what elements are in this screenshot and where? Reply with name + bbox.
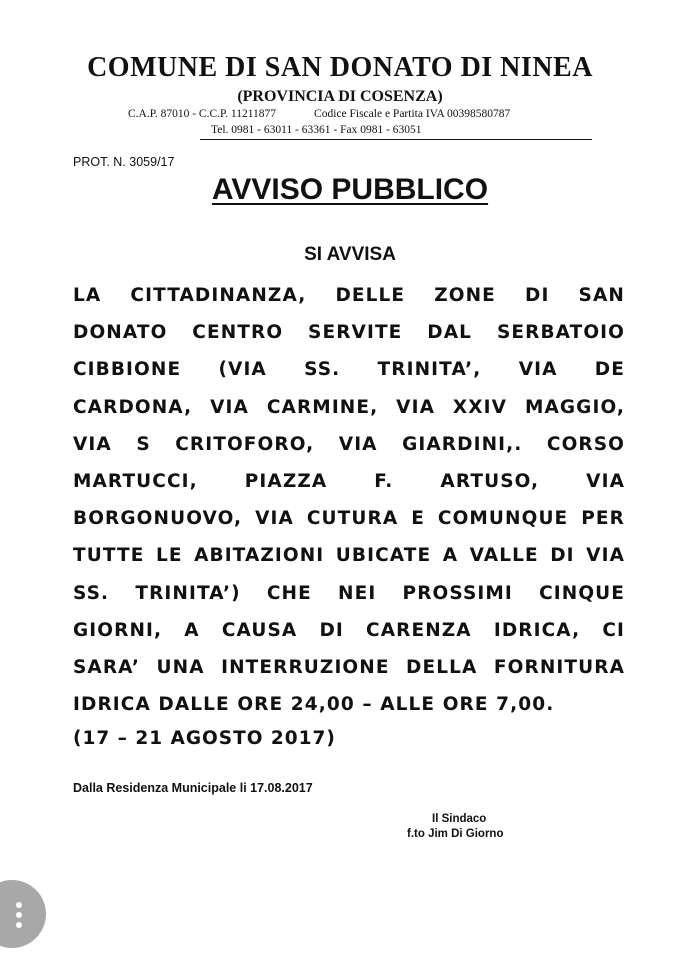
- body-line: TUTTE LE ABITAZIONI UBICATE A VALLE DI VIA: [73, 545, 625, 567]
- interruption-dates: (17 – 21 AGOSTO 2017): [73, 728, 336, 749]
- body-line: SARA’ UNA INTERRUZIONE DELLA FORNITURA: [73, 657, 625, 679]
- notice-heading: AVVISO PUBBLICO: [211, 173, 489, 206]
- fiscal-code-text: Codice Fiscale e Partita IVA 00398580787: [314, 108, 511, 120]
- body-line: BORGONUOVO, VIA CUTURA E COMUNQUE PER: [73, 508, 625, 530]
- province-subtitle: (PROVINCIA DI COSENZA): [237, 88, 443, 105]
- contacts-line: Tel. 0981 - 63011 - 63361 - Fax 0981 - 63051: [211, 124, 422, 136]
- signatory-name: f.to Jim Di Giorno: [407, 828, 504, 840]
- municipality-title: COMUNE DI SAN DONATO DI NINEA: [87, 52, 593, 83]
- body-line: CIBBIONE (VIA SS. TRINITA’, VIA DE: [73, 359, 625, 381]
- body-line: VIA S CRITOFORO, VIA GIARDINI,. CORSO: [73, 433, 625, 455]
- signatory-role: Il Sindaco: [432, 813, 487, 825]
- protocol-number: PROT. N. 3059/17: [73, 155, 175, 169]
- cap-ccp-text: C.A.P. 87010 - C.C.P. 11211877: [128, 108, 277, 120]
- body-line: IDRICA DALLE ORE 24,00 – ALLE ORE 7,00.: [73, 694, 555, 716]
- header-divider: [200, 139, 592, 140]
- body-line: SS. TRINITA’) CHE NEI PROSSIMI CINQUE: [73, 582, 625, 604]
- issue-place-date: Dalla Residenza Municipale li 17.08.2017: [73, 781, 313, 795]
- body-line: GIORNI, A CAUSA DI CARENZA IDRICA, CI: [73, 619, 625, 641]
- postal-info-line: [128, 108, 510, 120]
- body-line: LA CITTADINANZA, DELLE ZONE DI SAN: [73, 285, 625, 306]
- notice-intro: SI AVVISA: [304, 244, 396, 265]
- body-line: CARDONA, VIA CARMINE, VIA XXIV MAGGIO,: [73, 396, 625, 418]
- body-line: DONATO CENTRO SERVITE DAL SERBATOIO: [73, 322, 625, 344]
- notice-body: [73, 277, 625, 723]
- body-line: MARTUCCI, PIAZZA F. ARTUSO, VIA: [73, 471, 625, 493]
